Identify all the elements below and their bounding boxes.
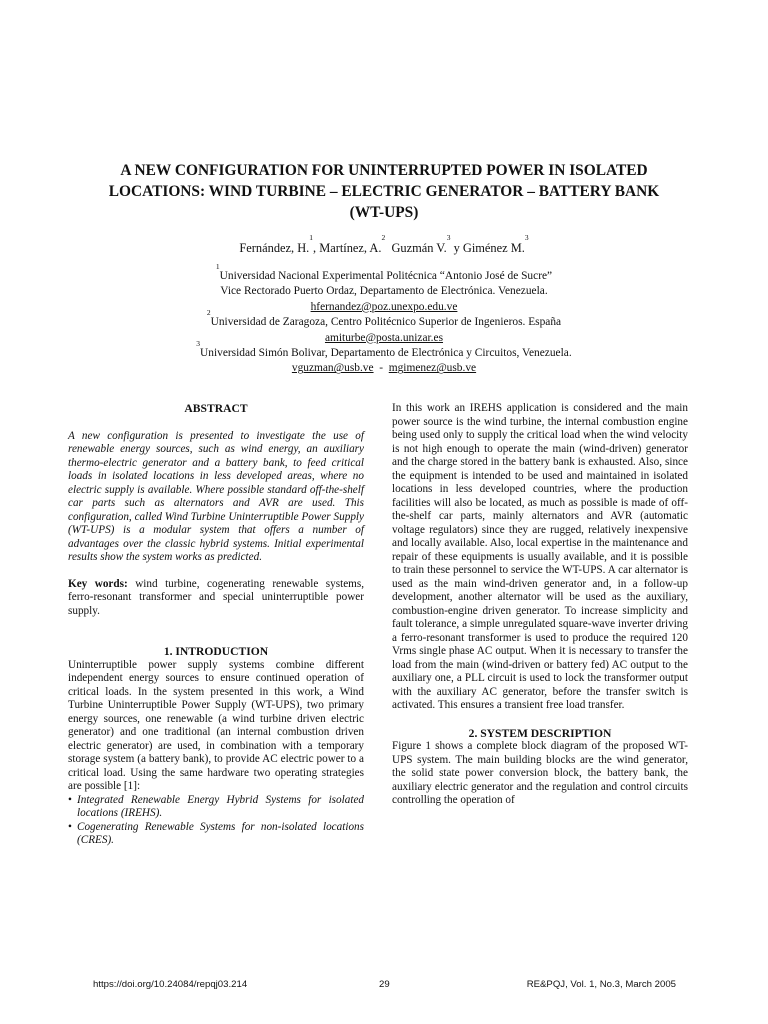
author-name: y Giménez M. xyxy=(453,241,525,255)
introduction-heading: 1. INTRODUCTION xyxy=(163,645,269,658)
affiliation-line: $^1$Universidad Nacional Experimental Politécnica “Antonio José de Sucre” xyxy=(215,262,553,282)
system-description-heading: 2. SYSTEM DESCRIPTION xyxy=(468,726,612,740)
abstract-heading: ABSTRACT xyxy=(184,402,248,415)
list-item: • Integrated Renewable Energy Hybrid Systems for isolated locations (IREHS). xyxy=(68,793,364,819)
title-line: (WT-UPS) xyxy=(349,204,419,221)
journal-citation: RE&PQJ, Vol. 1, No.3, March 2005 xyxy=(526,979,676,990)
affiliations xyxy=(60,262,708,377)
title-line: LOCATIONS: WIND TURBINE – ELECTRIC GENERATOR – BATTERY BANK xyxy=(108,183,660,200)
author-affil-mark: 3 xyxy=(524,233,529,242)
author-affil-mark: 2 xyxy=(381,233,386,242)
email-link[interactable]: mgimenez@usb.ve xyxy=(388,362,477,375)
email-link[interactable]: vguzman@usb.ve xyxy=(291,362,374,375)
affiliation-email-line xyxy=(60,361,708,376)
author-name: Fernández, H. xyxy=(239,241,310,255)
list-item: • Cogenerating Renewable Systems for non-isolated locations (CRES). xyxy=(68,820,364,846)
email-separator: - xyxy=(379,362,384,375)
body-paragraph: In this work an IREHS application is considered and the main power source is the wind turbine, the internal combustion engine being used only to supply the critical load when the wind velocity is not high enough to operate the main (wind-driven) generator and the charge stored in the battery bank is exhausted. Also, since the equipment is intended to be used and maintained in isolated locations in less developed countries, where the production facilities will also be located, as much as possible is made of off-the-shelf car parts, mainly alternators and AVR (automatic voltage regulators) since they are rugged, relatively inexpensive and locally available. Also, local expertise in the maintenance and repair of these equipments is usually available, and it is possible to train these personnel to service the WT-UPS. A car alternator is used as the main wind-driven generator and, in a follow-up development, another alternator will be used as the auxiliary, combustion-engine driven generator. To increase simplicity and fault tolerance, a simple unregulated square-wave inverter driving a ferro-resonant transformer is used to produce the required 120 Vrms single phase AC output. When it is necessary to transfer the load from the main (wind-driven or battery fed) AC output to the auxiliary one, a PLL circuit is used to lock the transformer output with the auxiliary AC generator, before the transfer switch is activated. This ensures a transient free load transfer. xyxy=(392,402,688,711)
keywords-label: Key words: xyxy=(68,577,128,590)
right-column xyxy=(392,402,688,808)
paper-title xyxy=(60,160,708,223)
email-link[interactable]: hfernandez@poz.unexpo.edu.ve xyxy=(310,300,458,313)
left-column xyxy=(68,402,364,848)
title-line: A NEW CONFIGURATION FOR UNINTERRUPTED POWER IN ISOLATED xyxy=(120,162,648,179)
keywords-text: wind turbine, cogenerating renewable systems, ferro-resonant transformer and special uninterruptible power supply. xyxy=(68,577,365,617)
email-link[interactable]: amiturbe@posta.unizar.es xyxy=(324,331,444,344)
affiliation-line: $^2$Universidad de Zaragoza, Centro Politécnico Superior de Ingenieros. España xyxy=(206,308,562,329)
page-number: 29 xyxy=(379,979,390,990)
introduction-text: Uninterruptible power supply systems combine different independent energy sources to ensure continued operation of critical loads. In the system presented in this work, a Wind Turbine Uninterruptible Power Supply (WT-UPS), two primary energy sources, one renewable (a wind turbine driven electric generator) and one traditional (an internal combustion driven electric generator) are used, in combination with a temporary storage system (a battery bank), to provide AC electric power to a critical load. Using the same hardware two operating strategies are possible [1]: xyxy=(68,658,364,792)
body-paragraph: Figure 1 shows a complete block diagram of the proposed WT-UPS system. The main building blocks are the wind generator, the solid state power conversion block, the battery bank, the auxiliary electric generator and the regulation and control circuits controlling the operation of xyxy=(392,740,688,806)
doi-link[interactable]: https://doi.org/10.24084/repqj03.214 xyxy=(93,979,248,990)
author-affil-mark: 1 xyxy=(309,233,313,242)
abstract-text: A new configuration is presented to investigate the use of renewable energy sources, such as wind energy, an auxiliary thermo-electric generator and a battery bank, to feed critical loads in isolated locations in less developed areas, where no electric supply is available. Where possible standard off-the-shelf car parts such as alternators and AVR are used. This configuration, called Wind Turbine Uninterruptible Power Supply (WT-UPS) is a modular system that offers a number of advantages over the classic hybrid systems. Initial experimental results show the system works as predicted. xyxy=(68,429,364,563)
affiliation-email-line xyxy=(60,300,708,315)
author-list: Fernández, H.$^1$, Martínez, A.$^2$ Guzmán V.$^3$ y Giménez M.$^3$ xyxy=(239,233,529,255)
keywords xyxy=(68,578,364,619)
author-affil-mark: 3 xyxy=(446,233,451,242)
affiliation-line: Vice Rectorado Puerto Ordaz, Departamento de Electrónica. Venezuela. xyxy=(220,285,548,298)
affiliation-email-line xyxy=(60,331,708,346)
author-name: Guzmán V. xyxy=(391,241,447,255)
affiliation-line: $^3$Universidad Simón Bolivar, Departamento de Electrónica y Circuitos, Venezuela. xyxy=(196,339,572,360)
author-name: Martínez, A. xyxy=(319,241,382,255)
strategy-list xyxy=(68,794,364,848)
